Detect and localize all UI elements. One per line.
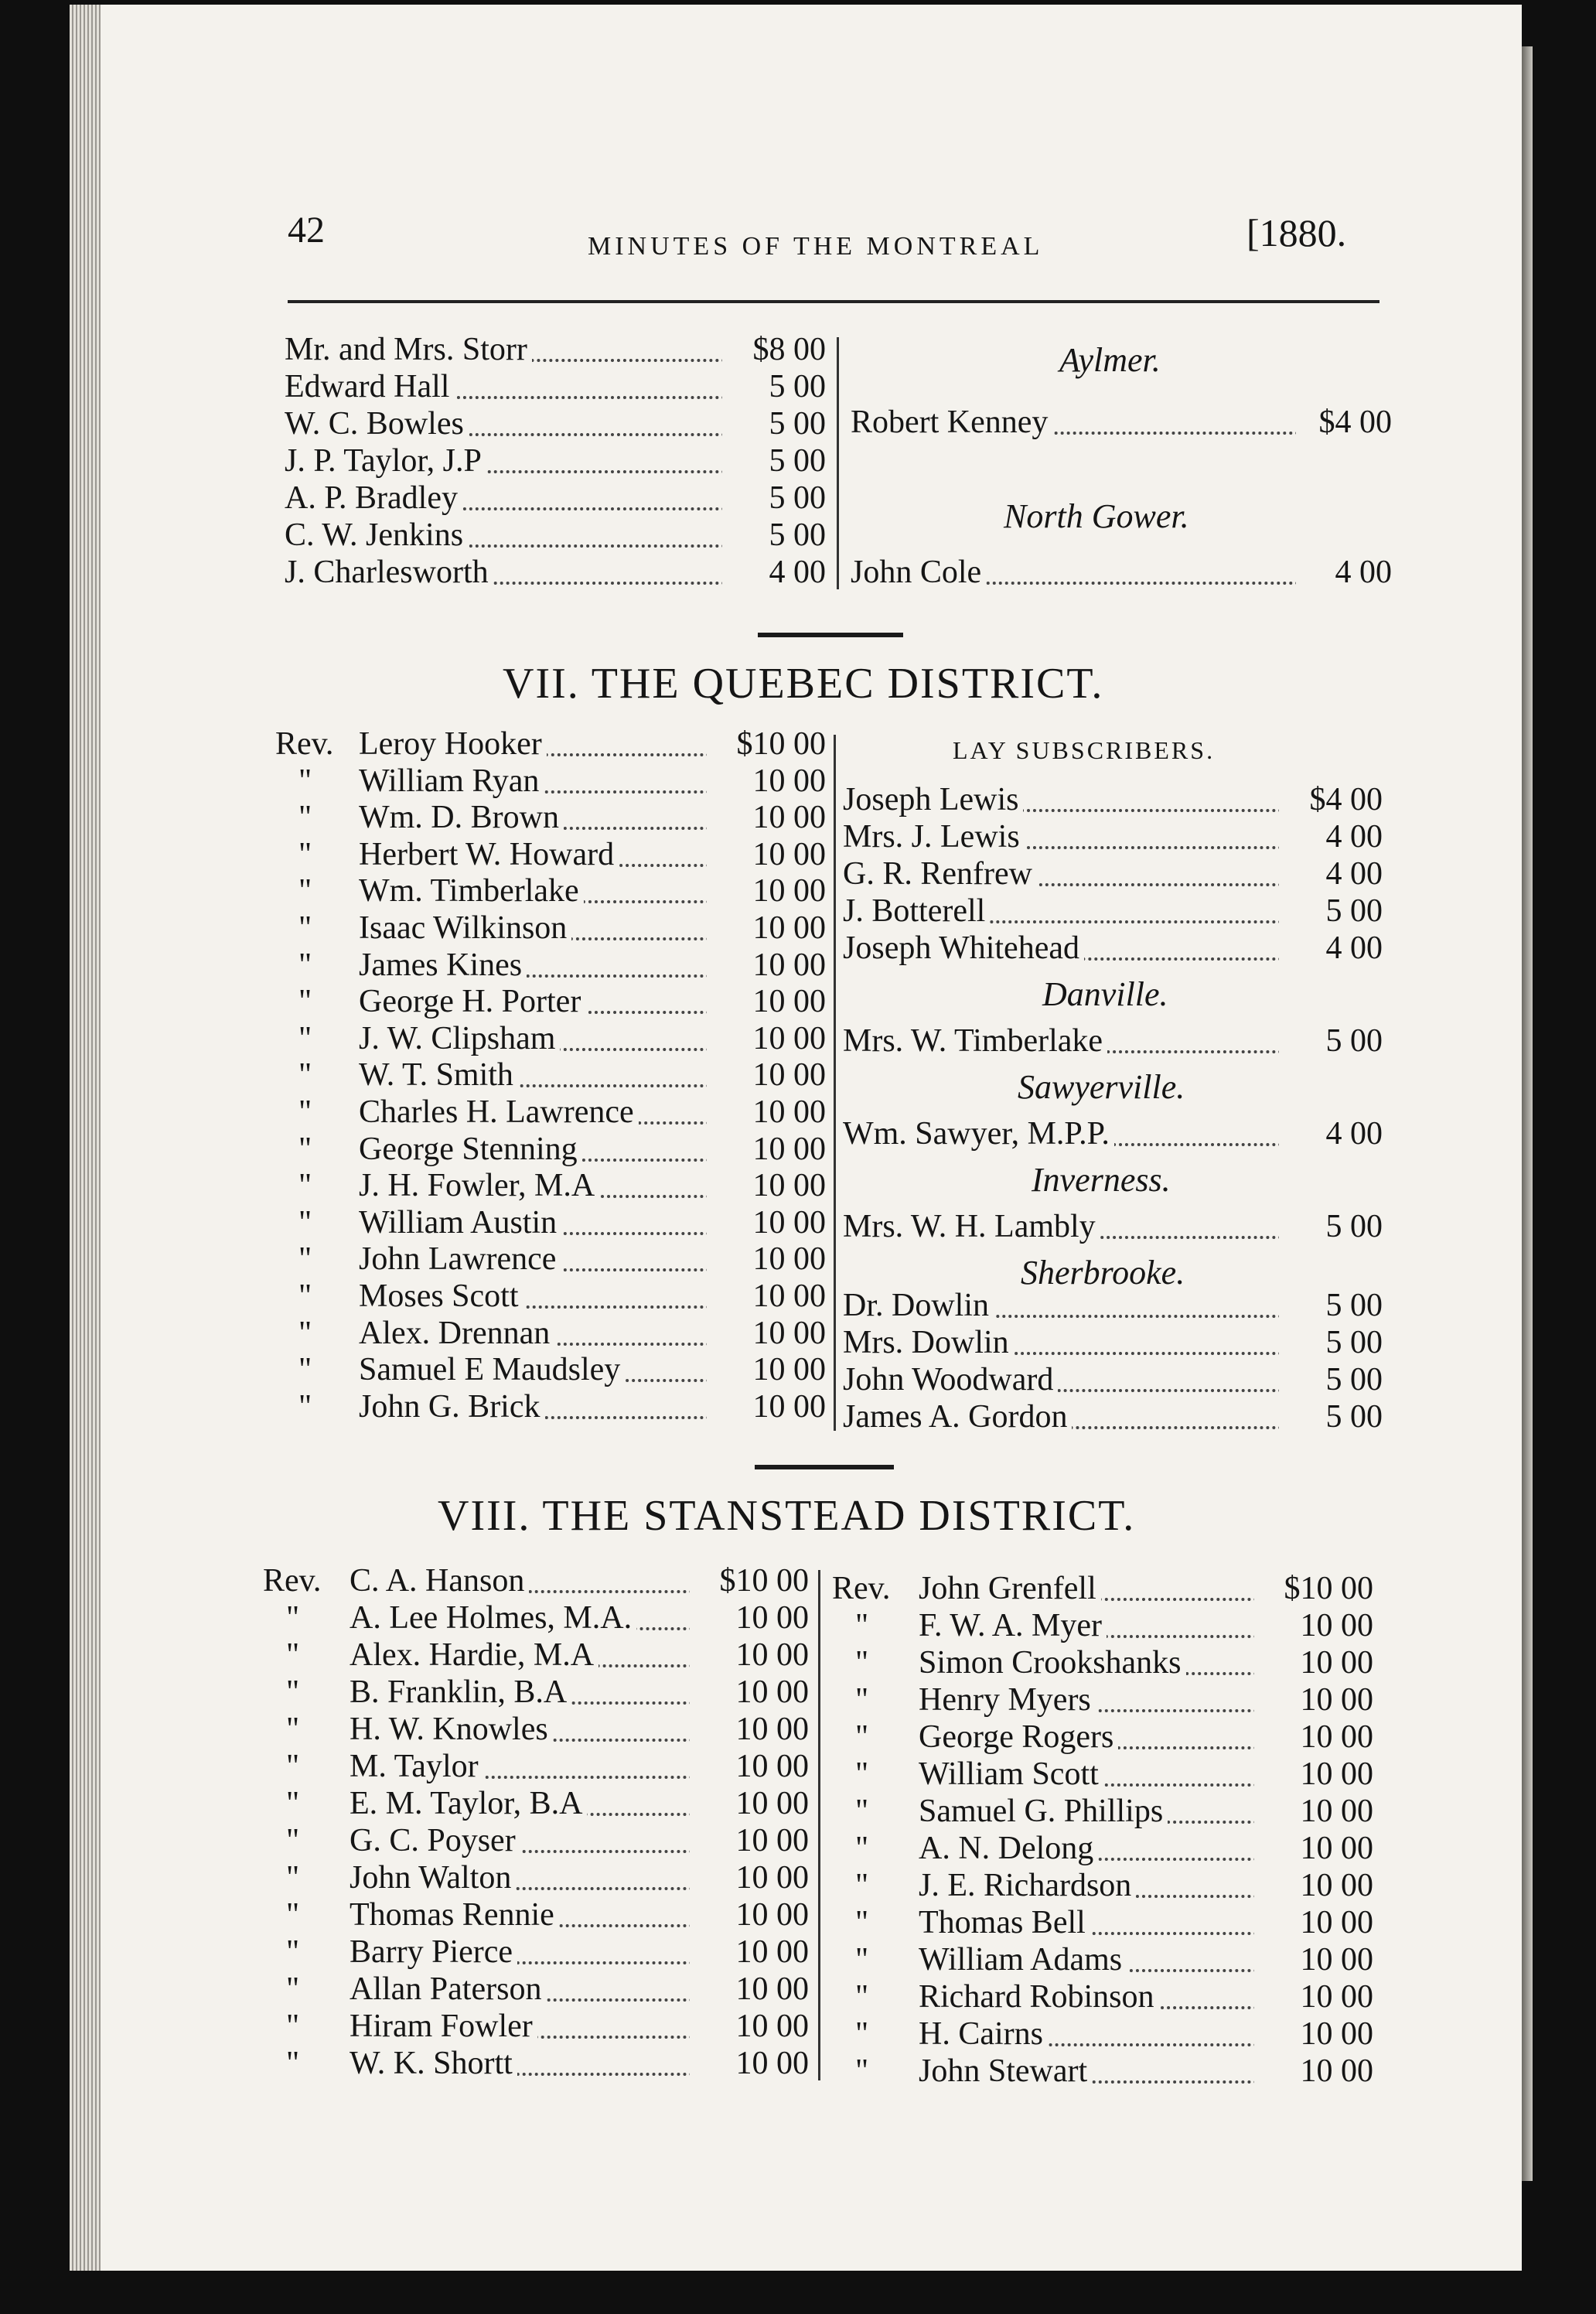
subscription-amount: 10 00 <box>707 1167 826 1204</box>
page-number: 42 <box>288 210 325 251</box>
page-edges <box>70 5 101 2271</box>
subscription-entry <box>851 554 1392 591</box>
subscriber-name: Henry Myers <box>919 1681 1096 1718</box>
subscription-entry <box>275 836 826 873</box>
ditto-mark: " <box>298 947 312 983</box>
ditto-mark: " <box>298 1315 312 1351</box>
column-divider <box>837 337 839 589</box>
subscription-entry <box>832 1793 1373 1830</box>
section-rule <box>758 633 903 637</box>
subscription-amount: 4 00 <box>1279 1115 1383 1152</box>
subscription-amount: 10 00 <box>707 872 826 910</box>
subscription-amount: 10 00 <box>1254 2015 1373 2053</box>
subscription-amount: 10 00 <box>1254 1941 1373 1978</box>
subscriber-name: John Walton <box>350 1859 516 1896</box>
stanstead-district-heading: VIII. THE STANSTEAD DISTRICT. <box>438 1492 1136 1540</box>
subscription-amount: 10 00 <box>707 1315 826 1352</box>
running-title: MINUTES OF THE MONTREAL <box>588 232 1044 261</box>
ditto-mark: " <box>298 800 312 836</box>
subscriber-name: Samuel E Maudsley <box>359 1351 625 1388</box>
subscriber-name: Hiram Fowler <box>350 2008 537 2045</box>
subscriber-name: A. N. Delong <box>919 1830 1098 1867</box>
subscription-amount: 5 00 <box>722 517 826 554</box>
subscriber-name: H. W. Knowles <box>350 1711 553 1748</box>
subscription-amount: 10 00 <box>1254 1867 1373 1904</box>
subscriber-name: John Stewart <box>919 2053 1092 2090</box>
subscription-amount: 10 00 <box>690 1822 809 1859</box>
subscription-amount: 5 00 <box>1279 1324 1383 1361</box>
subscription-amount: 10 00 <box>1254 1718 1373 1756</box>
subscriber-name: C. A. Hanson <box>350 1562 529 1599</box>
subscription-entry <box>843 1398 1383 1435</box>
subscriber-name: John Woodward <box>843 1361 1058 1398</box>
subscription-amount: 10 00 <box>690 2045 809 2082</box>
ditto-mark: " <box>855 1682 869 1718</box>
ditto-mark: " <box>298 984 312 1020</box>
subscriber-name: John G. Brick <box>359 1388 545 1425</box>
subscriber-name: J. E. Richardson <box>919 1867 1136 1904</box>
subscription-amount: 10 00 <box>1254 1904 1373 1941</box>
subscription-amount: 5 00 <box>722 442 826 480</box>
quebec-district-heading: VII. THE QUEBEC DISTRICT. <box>503 660 1104 708</box>
subscription-amount: 10 00 <box>690 1711 809 1748</box>
subscriber-name: George Rogers <box>919 1718 1118 1756</box>
subscriber-name: E. M. Taylor, B.A <box>350 1785 587 1822</box>
subscriber-name: Richard Robinson <box>919 1978 1158 2015</box>
subscriber-name: W. K. Shortt <box>350 2045 517 2082</box>
subscriber-name: Allan Paterson <box>350 1971 546 2008</box>
subscriber-name: Joseph Lewis <box>843 781 1023 818</box>
subscription-entry <box>275 1204 826 1241</box>
subscription-amount: 10 00 <box>707 947 826 984</box>
ditto-mark: " <box>298 1352 312 1388</box>
subscription-amount: 10 00 <box>1254 2053 1373 2090</box>
subscription-amount: 10 00 <box>707 910 826 947</box>
subscription-entry <box>275 1094 826 1131</box>
ditto-mark: " <box>298 1057 312 1094</box>
ditto-mark: " <box>298 910 312 946</box>
ditto-mark: " <box>298 1020 312 1056</box>
subscriber-name: John Cole <box>851 554 986 591</box>
ditto-mark: " <box>298 1204 312 1241</box>
ditto-mark: " <box>286 1712 300 1747</box>
subscription-entry <box>263 1637 809 1674</box>
ditto-mark: " <box>286 1674 300 1710</box>
subscription-entry <box>832 1607 1373 1644</box>
subscription-amount: 5 00 <box>1279 1287 1383 1324</box>
subscriber-name: William Adams <box>919 1941 1127 1978</box>
ditto-mark: " <box>286 1823 300 1858</box>
subscriber-name: John Grenfell <box>919 1570 1101 1607</box>
subscription-entry <box>275 1241 826 1278</box>
subscription-entry <box>832 1941 1373 1978</box>
ditto-mark: " <box>855 1645 869 1681</box>
subscriber-name: Mr. and Mrs. Storr <box>285 331 532 368</box>
subscriber-name: Alex. Hardie, M.A <box>350 1637 598 1674</box>
rev-label: Rev. <box>263 1563 322 1599</box>
subscriber-name: F. W. A. Myer <box>919 1607 1107 1644</box>
ditto-mark: " <box>298 1168 312 1204</box>
subscription-amount: 10 00 <box>690 1599 809 1637</box>
subscription-amount: $10 00 <box>707 725 826 763</box>
ditto-mark: " <box>286 2009 300 2044</box>
subscriber-name: J. P. Taylor, J.P <box>285 442 486 480</box>
location-danville: Danville. <box>1042 975 1168 1013</box>
column-divider <box>818 1570 820 2080</box>
subscriber-name: Dr. Dowlin <box>843 1287 994 1324</box>
subscription-amount: 10 00 <box>1254 1607 1373 1644</box>
subscription-entry <box>275 1167 826 1204</box>
location-aylmer: Aylmer. <box>1059 341 1161 379</box>
subscription-entry <box>843 1208 1383 1245</box>
subscription-amount: 10 00 <box>1254 1681 1373 1718</box>
subscription-entry <box>263 2008 809 2045</box>
ditto-mark: " <box>298 763 312 799</box>
ditto-mark: " <box>286 1600 300 1636</box>
ditto-mark: " <box>298 873 312 910</box>
ditto-mark: " <box>298 1388 312 1425</box>
subscription-entry <box>832 1978 1373 2015</box>
subscription-amount: 10 00 <box>690 1785 809 1822</box>
subscription-amount: $10 00 <box>1254 1570 1373 1607</box>
subscriber-name: Barry Pierce <box>350 1933 517 1971</box>
subscription-entry <box>832 1867 1373 1904</box>
ditto-mark: " <box>298 1241 312 1278</box>
subscriber-name: J. H. Fowler, M.A <box>359 1167 599 1204</box>
subscription-amount: 10 00 <box>1254 1830 1373 1867</box>
ditto-mark: " <box>855 1756 869 1792</box>
subscription-amount: 5 00 <box>1279 1361 1383 1398</box>
subscription-entry <box>263 1785 809 1822</box>
subscription-amount: 10 00 <box>707 1056 826 1094</box>
ditto-mark: " <box>855 1831 869 1866</box>
ditto-mark: " <box>286 1749 300 1784</box>
header-rule <box>288 300 1379 303</box>
subscriber-name: George H. Porter <box>359 983 585 1020</box>
ditto-mark: " <box>286 1786 300 1821</box>
subscriber-name: Mrs. J. Lewis <box>843 818 1025 855</box>
subscription-entry <box>843 1115 1383 1152</box>
location-sawyerville: Sawyerville. <box>1018 1068 1185 1106</box>
subscription-entry <box>843 930 1383 967</box>
subscription-amount: 10 00 <box>690 1637 809 1674</box>
subscriber-name: James A. Gordon <box>843 1398 1072 1435</box>
subscription-amount: 5 00 <box>1279 892 1383 930</box>
subscriber-name: Wm. Timberlake <box>359 872 584 910</box>
subscriber-name: John Lawrence <box>359 1241 561 1278</box>
section-rule <box>755 1465 894 1469</box>
subscription-entry <box>263 1896 809 1933</box>
subscriber-name: J. Botterell <box>843 892 990 930</box>
subscriber-name: B. Franklin, B.A <box>350 1674 571 1711</box>
subscriber-name: Edward Hall <box>285 368 454 405</box>
subscriber-name: C. W. Jenkins <box>285 517 468 554</box>
subscriber-name: Charles H. Lawrence <box>359 1094 639 1131</box>
subscription-entry <box>263 1971 809 2008</box>
subscription-amount: 10 00 <box>707 763 826 800</box>
subscription-amount: 10 00 <box>707 983 826 1020</box>
ditto-mark: " <box>855 1942 869 1978</box>
ditto-mark: " <box>286 1860 300 1896</box>
subscription-entry <box>851 404 1392 441</box>
ditto-mark: " <box>298 1278 312 1314</box>
subscription-amount: 10 00 <box>707 1020 826 1057</box>
subscriber-name: Robert Kenney <box>851 404 1052 441</box>
subscription-amount: $10 00 <box>690 1562 809 1599</box>
subscriber-name: Thomas Rennie <box>350 1896 559 1933</box>
subscription-entry <box>275 1131 826 1168</box>
ditto-mark: " <box>855 2016 869 2052</box>
subscription-amount: 10 00 <box>690 1859 809 1896</box>
lay-subscribers-heading: LAY SUBSCRIBERS. <box>953 736 1216 764</box>
subscriber-name: A. Lee Holmes, M.A. <box>350 1599 636 1637</box>
subscription-amount: 10 00 <box>1254 1756 1373 1793</box>
subscriber-name: Alex. Drennan <box>359 1315 554 1352</box>
ditto-mark: " <box>298 1094 312 1130</box>
subscription-entry <box>275 799 826 836</box>
subscription-entry <box>832 1756 1373 1793</box>
subscription-entry <box>285 554 826 591</box>
subscriber-name: Wm. D. Brown <box>359 799 564 836</box>
subscription-amount: 10 00 <box>707 1131 826 1168</box>
subscription-entry <box>832 1644 1373 1681</box>
ditto-mark: " <box>855 2053 869 2089</box>
location-sherbrooke: Sherbrooke. <box>1021 1254 1185 1292</box>
subscription-amount: $4 00 <box>1296 404 1392 441</box>
subscriber-name: Herbert W. Howard <box>359 836 619 873</box>
subscription-amount: 10 00 <box>690 2008 809 2045</box>
ditto-mark: " <box>298 1131 312 1167</box>
subscriber-name: G. R. Renfrew <box>843 855 1037 892</box>
subscription-amount: 10 00 <box>690 1674 809 1711</box>
ditto-mark: " <box>855 1979 869 2015</box>
subscription-amount: 5 00 <box>1279 1398 1383 1435</box>
subscription-entry <box>263 2045 809 2082</box>
subscriber-name: Joseph Whitehead <box>843 930 1084 967</box>
subscription-amount: 10 00 <box>707 799 826 836</box>
subscription-amount: 5 00 <box>1279 1022 1383 1060</box>
subscriber-name: Mrs. W. H. Lambly <box>843 1208 1100 1245</box>
subscription-amount: 10 00 <box>707 1351 826 1388</box>
page-gutter <box>1522 46 1533 2181</box>
ditto-mark: " <box>286 2046 300 2081</box>
subscription-entry <box>263 1674 809 1711</box>
subscriber-name: Mrs. W. Timberlake <box>843 1022 1107 1060</box>
subscriber-name: A. P. Bradley <box>285 480 462 517</box>
subscription-amount: 5 00 <box>722 480 826 517</box>
subscription-entry <box>263 1599 809 1637</box>
subscription-amount: $8 00 <box>722 331 826 368</box>
subscription-entry <box>275 1351 826 1388</box>
subscription-amount: 5 00 <box>722 368 826 405</box>
subscription-amount: 10 00 <box>707 1241 826 1278</box>
subscription-amount: $4 00 <box>1279 781 1383 818</box>
year-label: [1880. <box>1246 211 1347 254</box>
subscriber-name: Moses Scott <box>359 1278 523 1315</box>
subscriber-name: Wm. Sawyer, M.P.P. <box>843 1115 1114 1152</box>
ditto-mark: " <box>855 1608 869 1643</box>
subscriber-name: Leroy Hooker <box>359 725 547 763</box>
ditto-mark: " <box>855 1719 869 1755</box>
subscription-amount: 10 00 <box>690 1748 809 1785</box>
subscriber-name: Simon Crookshanks <box>919 1644 1186 1681</box>
subscriber-name: George Stenning <box>359 1131 582 1168</box>
subscription-amount: 4 00 <box>722 554 826 591</box>
ditto-mark: " <box>286 1637 300 1673</box>
subscription-amount: 10 00 <box>1254 1978 1373 2015</box>
subscription-entry <box>275 1388 826 1425</box>
subscription-amount: 5 00 <box>722 405 826 442</box>
subscription-amount: 4 00 <box>1279 930 1383 967</box>
ditto-mark: " <box>286 1934 300 1970</box>
subscription-amount: 10 00 <box>707 1094 826 1131</box>
subscription-entry <box>275 983 826 1020</box>
subscription-entry <box>275 1315 826 1352</box>
subscription-amount: 10 00 <box>690 1933 809 1971</box>
subscription-amount: 10 00 <box>707 1204 826 1241</box>
subscriber-name: Samuel G. Phillips <box>919 1793 1168 1830</box>
subscription-amount: 4 00 <box>1279 855 1383 892</box>
subscription-entry <box>263 1711 809 1748</box>
subscriber-name: G. C. Poyser <box>350 1822 520 1859</box>
location-north-gower: North Gower. <box>1004 497 1189 535</box>
location-inverness: Inverness. <box>1032 1161 1171 1199</box>
subscription-entry <box>832 1718 1373 1756</box>
ditto-mark: " <box>855 1794 869 1829</box>
subscription-entry <box>275 1020 826 1057</box>
column-divider <box>834 735 836 1431</box>
subscription-amount: 10 00 <box>690 1896 809 1933</box>
subscription-amount: 10 00 <box>690 1971 809 2008</box>
ditto-mark: " <box>855 1868 869 1903</box>
subscription-entry <box>843 1022 1383 1060</box>
subscriber-name: W. C. Bowles <box>285 405 469 442</box>
ditto-mark: " <box>298 836 312 872</box>
subscription-amount: 10 00 <box>707 1278 826 1315</box>
subscriber-name: J. W. Clipsham <box>359 1020 560 1057</box>
subscriber-name: James Kines <box>359 947 527 984</box>
subscription-amount: 10 00 <box>1254 1793 1373 1830</box>
ditto-mark: " <box>286 1897 300 1933</box>
subscriber-name: M. Taylor <box>350 1748 483 1785</box>
subscriber-name: Isaac Wilkinson <box>359 910 571 947</box>
subscription-amount: 4 00 <box>1279 818 1383 855</box>
subscriber-name: Thomas Bell <box>919 1904 1090 1941</box>
subscriber-name: Mrs. Dowlin <box>843 1324 1014 1361</box>
subscription-amount: 10 00 <box>707 1388 826 1425</box>
subscription-amount: 10 00 <box>1254 1644 1373 1681</box>
subscriber-name: W. T. Smith <box>359 1056 518 1094</box>
subscriber-name: J. Charlesworth <box>285 554 493 591</box>
subscriber-name: William Ryan <box>359 763 544 800</box>
subscription-entry <box>275 872 826 910</box>
subscription-amount: 4 00 <box>1296 554 1392 591</box>
subscription-entry <box>832 2053 1373 2090</box>
subscriber-name: William Austin <box>359 1204 561 1241</box>
subscriber-name: H. Cairns <box>919 2015 1048 2053</box>
rev-label: Rev. <box>275 726 334 762</box>
ditto-mark: " <box>855 1905 869 1940</box>
subscriber-name: William Scott <box>919 1756 1103 1793</box>
rev-label: Rev. <box>832 1571 891 1606</box>
subscription-amount: 10 00 <box>707 836 826 873</box>
subscription-entry <box>275 910 826 947</box>
subscription-amount: 5 00 <box>1279 1208 1383 1245</box>
ditto-mark: " <box>286 1971 300 2007</box>
